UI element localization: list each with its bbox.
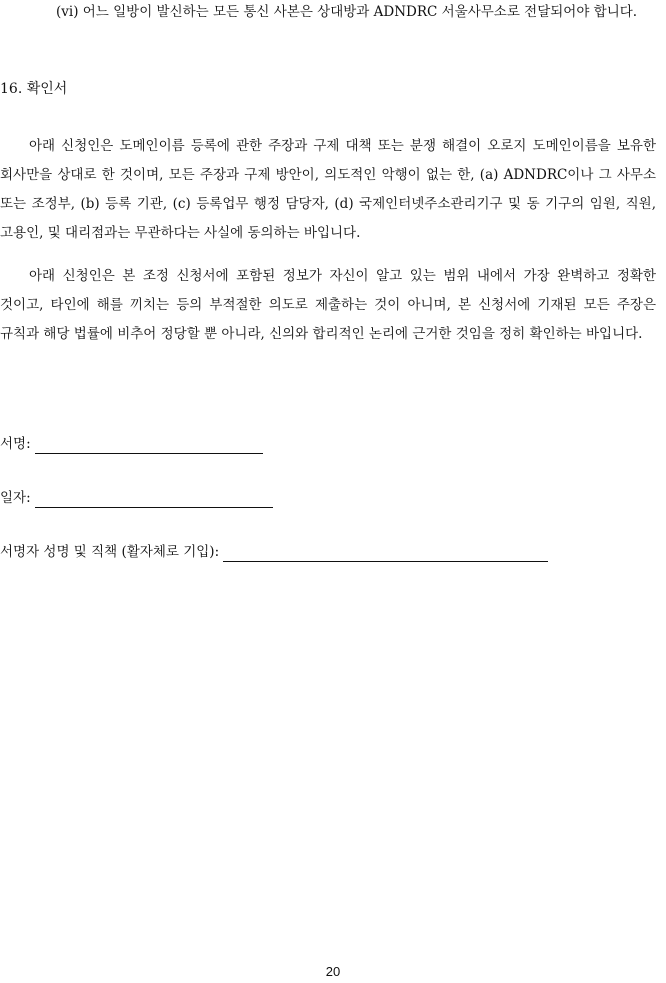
signature-row: [0, 434, 263, 454]
date-row: [0, 488, 273, 508]
signature-label: 서명:: [0, 436, 31, 452]
signer-name-title-row: [0, 542, 548, 562]
paragraph-certification: 아래 신청인은 본 조정 신청서에 포함된 정보가 자신이 알고 있는 범위 내에서 가장 완벽하고 정확한 것이고, 타인에 해를 끼치는 등의 부적절한 의도로 제출하는 것이 아니며, 본 신청서에 기재된 모든 주장은 규칙과 해당 법률에 비추어 정당할 뿐 아니라, 신의와 합리적인 논리에 근거한 것임을 정히 확인하는 바입니다.: [0, 268, 656, 342]
date-line: [35, 491, 273, 508]
section-title: 16. 확인서: [0, 81, 68, 97]
paragraph-disclaimer: 아래 신청인은 도메인이름 등록에 관한 주장과 구제 대책 또는 분쟁 해결이 오로지 도메인이름을 보유한 회사만을 상대로 한 것이며, 모든 주장과 구제 방안이, 의도적인 악행이 없는 한, (a) ADNDRC이나 그 사무소 또는 조정부, (b) 등록 기관, (c) 등록업무 행정 담당자, (d) 국제인터넷주소관리기구 및 동 기구의 임원, 직원, 고용인, 및 대리점과는 무관하다는 사실에 동의하는 바입니다.: [0, 138, 656, 241]
signer-name-title-line: [223, 545, 548, 562]
signature-line: [35, 437, 263, 454]
page-number: 20: [325, 964, 341, 979]
previous-item-vi: (vi) 어느 일방이 발신하는 모든 통신 사본은 상대방과 ADNDRC 서울사무소로 전달되어야 합니다.: [56, 4, 638, 20]
date-label: 일자:: [0, 490, 31, 506]
signer-name-title-label: 서명자 성명 및 직책 (활자체로 기입):: [0, 544, 220, 560]
